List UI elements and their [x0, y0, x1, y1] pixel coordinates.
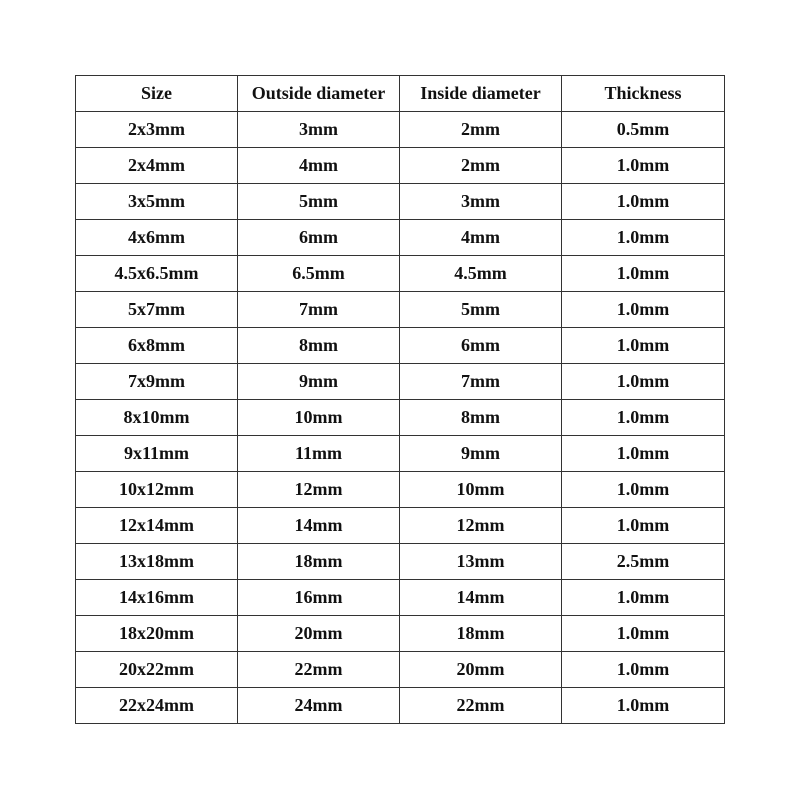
- cell-thickness: 1.0mm: [562, 292, 725, 328]
- cell-outside-diameter: 3mm: [238, 112, 400, 148]
- table-header: [76, 76, 725, 112]
- table-row: [76, 580, 725, 616]
- table-row: [76, 652, 725, 688]
- cell-outside-diameter: 14mm: [238, 508, 400, 544]
- cell-size: 13x18mm: [76, 544, 238, 580]
- cell-inside-diameter: 4.5mm: [400, 256, 562, 292]
- cell-outside-diameter: 18mm: [238, 544, 400, 580]
- cell-size: 6x8mm: [76, 328, 238, 364]
- cell-size: 20x22mm: [76, 652, 238, 688]
- cell-size: 14x16mm: [76, 580, 238, 616]
- table-row: [76, 184, 725, 220]
- cell-size: 3x5mm: [76, 184, 238, 220]
- cell-outside-diameter: 11mm: [238, 436, 400, 472]
- cell-thickness: 1.0mm: [562, 184, 725, 220]
- cell-outside-diameter: 12mm: [238, 472, 400, 508]
- header-size: Size: [76, 76, 238, 112]
- cell-outside-diameter: 9mm: [238, 364, 400, 400]
- cell-thickness: 1.0mm: [562, 436, 725, 472]
- table-row: [76, 688, 725, 724]
- cell-outside-diameter: 22mm: [238, 652, 400, 688]
- cell-size: 4x6mm: [76, 220, 238, 256]
- cell-outside-diameter: 6mm: [238, 220, 400, 256]
- cell-outside-diameter: 6.5mm: [238, 256, 400, 292]
- table-row: [76, 292, 725, 328]
- cell-inside-diameter: 10mm: [400, 472, 562, 508]
- cell-outside-diameter: 4mm: [238, 148, 400, 184]
- table-row: [76, 148, 725, 184]
- cell-thickness: 1.0mm: [562, 652, 725, 688]
- header-outside-diameter: Outside diameter: [238, 76, 400, 112]
- cell-size: 12x14mm: [76, 508, 238, 544]
- header-row: [76, 76, 725, 112]
- table-row: [76, 616, 725, 652]
- cell-size: 8x10mm: [76, 400, 238, 436]
- cell-inside-diameter: 12mm: [400, 508, 562, 544]
- cell-inside-diameter: 8mm: [400, 400, 562, 436]
- table-row: [76, 328, 725, 364]
- cell-size: 9x11mm: [76, 436, 238, 472]
- cell-outside-diameter: 5mm: [238, 184, 400, 220]
- cell-thickness: 1.0mm: [562, 220, 725, 256]
- cell-inside-diameter: 20mm: [400, 652, 562, 688]
- cell-thickness: 0.5mm: [562, 112, 725, 148]
- cell-inside-diameter: 7mm: [400, 364, 562, 400]
- cell-outside-diameter: 8mm: [238, 328, 400, 364]
- cell-inside-diameter: 22mm: [400, 688, 562, 724]
- cell-thickness: 1.0mm: [562, 472, 725, 508]
- cell-thickness: 1.0mm: [562, 328, 725, 364]
- cell-inside-diameter: 4mm: [400, 220, 562, 256]
- table-row: [76, 364, 725, 400]
- cell-thickness: 1.0mm: [562, 616, 725, 652]
- cell-outside-diameter: 20mm: [238, 616, 400, 652]
- cell-size: 5x7mm: [76, 292, 238, 328]
- table-row: [76, 472, 725, 508]
- cell-outside-diameter: 10mm: [238, 400, 400, 436]
- cell-thickness: 1.0mm: [562, 400, 725, 436]
- table-row: [76, 436, 725, 472]
- cell-thickness: 1.0mm: [562, 508, 725, 544]
- cell-inside-diameter: 5mm: [400, 292, 562, 328]
- table-body: [76, 112, 725, 724]
- cell-size: 22x24mm: [76, 688, 238, 724]
- cell-thickness: 1.0mm: [562, 580, 725, 616]
- cell-size: 2x4mm: [76, 148, 238, 184]
- cell-thickness: 1.0mm: [562, 688, 725, 724]
- cell-inside-diameter: 6mm: [400, 328, 562, 364]
- cell-inside-diameter: 2mm: [400, 112, 562, 148]
- cell-thickness: 1.0mm: [562, 364, 725, 400]
- header-thickness: Thickness: [562, 76, 725, 112]
- cell-outside-diameter: 24mm: [238, 688, 400, 724]
- table-row: [76, 112, 725, 148]
- cell-inside-diameter: 13mm: [400, 544, 562, 580]
- cell-inside-diameter: 18mm: [400, 616, 562, 652]
- cell-inside-diameter: 14mm: [400, 580, 562, 616]
- cell-size: 7x9mm: [76, 364, 238, 400]
- table-row: [76, 508, 725, 544]
- cell-thickness: 1.0mm: [562, 256, 725, 292]
- cell-outside-diameter: 16mm: [238, 580, 400, 616]
- cell-inside-diameter: 9mm: [400, 436, 562, 472]
- size-spec-table: [75, 75, 725, 724]
- table-row: [76, 220, 725, 256]
- cell-size: 4.5x6.5mm: [76, 256, 238, 292]
- cell-outside-diameter: 7mm: [238, 292, 400, 328]
- cell-thickness: 2.5mm: [562, 544, 725, 580]
- cell-inside-diameter: 3mm: [400, 184, 562, 220]
- cell-thickness: 1.0mm: [562, 148, 725, 184]
- cell-size: 18x20mm: [76, 616, 238, 652]
- cell-size: 10x12mm: [76, 472, 238, 508]
- table-row: [76, 256, 725, 292]
- cell-inside-diameter: 2mm: [400, 148, 562, 184]
- header-inside-diameter: Inside diameter: [400, 76, 562, 112]
- table-row: [76, 544, 725, 580]
- table-row: [76, 400, 725, 436]
- cell-size: 2x3mm: [76, 112, 238, 148]
